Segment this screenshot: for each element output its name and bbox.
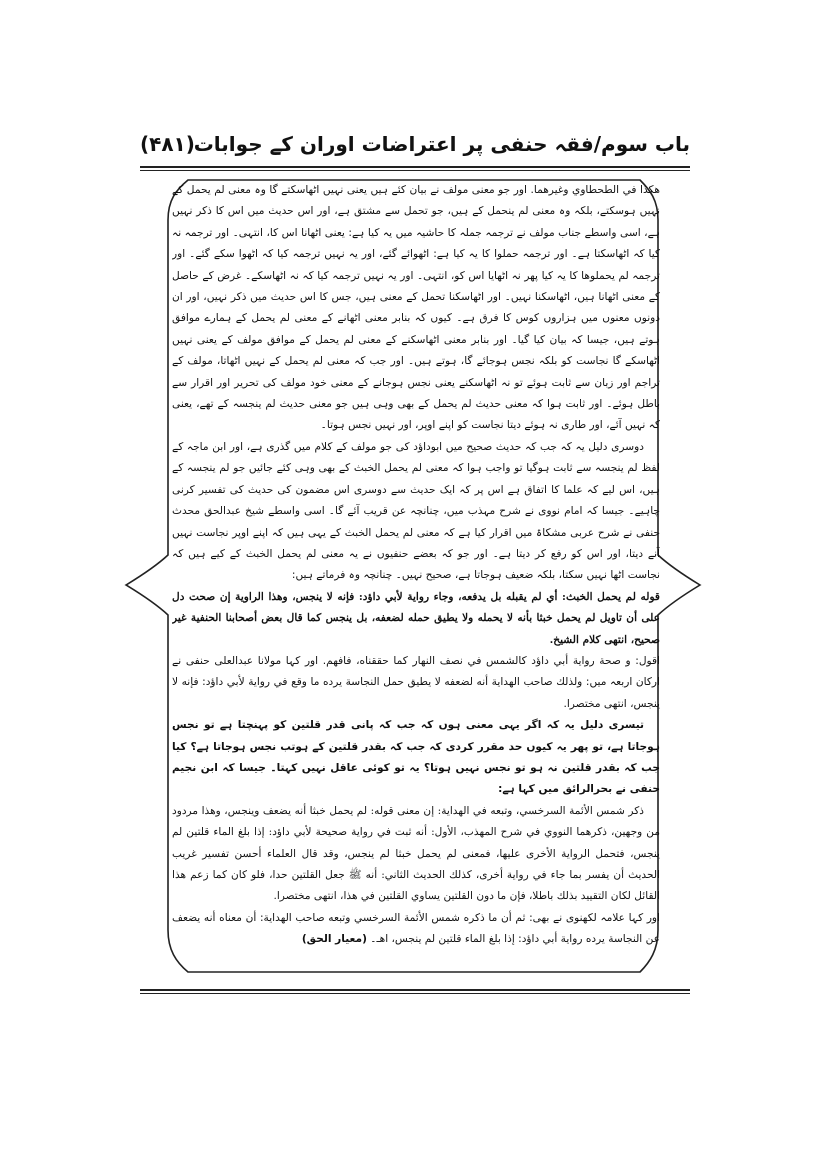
paragraph-4: تیسری دلیل یہ کہ اگر یہی معنی ہوں کہ جب کہ پانی قدر قلتین کو پہنچتا ہے تو نجس ہوجاتا ہے، تو پھر یہ کیوں حد مقرر کردی کہ جب کہ بقدر قلتین کے ہوتب نجس ہوجاتا ہے؟ کیا جب کہ بقدر قلتین نہ ہو تو نجس نہیں ہوتا؟ یہ تو کوئی عاقل نہیں کہتا۔ جیسا کہ ابن نجیم حنفی نے بحرالرائق میں کہا ہے: <box>172 719 660 796</box>
footer-rule-thin <box>140 993 690 994</box>
paragraph-2: دوسری دلیل یہ کہ جب کہ حدیث صحیح میں ابوداؤد کی جو مولف کے کلام میں گذری ہے، اور ابن ماجہ کے لفظ لم ینجسہ سے ثابت ہوگیا تو واجب ہوا کہ معنی لم یحمل الخبث کے بھی وہی کئے جائیں جو لم ینجسہ کے ہیں، اس لیے کہ علما کا اتفاق ہے اس پر کہ ایک حدیث سے دوسری اس مضمون کی حدیث کی تفسیر کرنی چاہیے۔ جیسا کہ امام نووی نے شرح مہذب میں، چنانچہ عن قریب آئے گا۔ اسی واسطے شیخ عبدالحق محدث حنفی نے شرح عربی مشکاۃ میں اقرار کیا ہے کہ معنی لم یحمل الخبث کے یہی ہیں کہ اپنے اوپر نجاست نہیں آنے دیتا، اور اس کو رفع کر دیتا ہے۔ اور جو کہ بعضے حنفیوں نے یہ معنی لم یحمل الخبث کے کیے ہیں کہ نجاست اٹھا نہیں سکتا، بلکہ ضعیف ہوجاتا ہے، صحیح نہیں۔ چنانچہ وہ فرماتے ہیں: <box>172 440 660 582</box>
paragraph-1: هكذا في الطحطاوي وغيرهما. اور جو معنی مولف نے بیان کئے ہیں یعنی نہیں اٹھاسکتے گا وہ معنی لم یحمل کے نہیں ہوسکتے، بلکہ وہ معنی لم ینحمل کے ہیں، جو تحمل سے مشتق ہے، اور اس حدیث میں اس کا ذکر نہیں ہے، اسی واسطے جناب مولف نے ترجمہ جملہ کا حاشیہ میں یہ کیا ہے: یعنی اٹھانا اس کا، انتہی۔ اور ترجمہ نہ کیا کہ اٹھاسکتا ہے۔ اور ترجمہ حملوا کا یہ کیا ہے: اٹھوائے گئے، اور یہ نہیں ترجمہ کیا کہ اٹھوا سکے گئے۔ اور ترجمہ لم یحملوها کا یہ کیا پھر نہ اٹھایا اس کو، انتہی۔ اور یہ نہیں ترجمہ کیا کہ نہ اٹھاسکے۔ غرض کے حاصل کے معنی اٹھانا ہیں، اٹھاسکنا نہیں۔ اور اٹھاسکنا تحمل کے معنی ہیں، جس کا اس حدیث میں ذکر نہیں، اور ان دونوں معنوں میں ہزاروں کوس کا فرق ہے۔ کیوں کہ بنابر معنی اٹھانے کے معنی لم یحمل کے ہمارے موافق ہوتے ہیں، جیسا کہ بیان کیا گیا۔ اور بنابر معنی اٹھاسکنے کے معنی لم یحمل کے موافق مولف کے یعنی نہیں اٹھاسکے گا نجاست کو بلکہ نجس ہوجائے گا، ہوتے ہیں۔ اور جب کہ معنی لم یحمل کے نہیں اٹھاتا، مولف کے تراجم اور زبان سے ثابت ہوئے تو نہ اٹھاسکنے یعنی نجس ہوجانے کے معنی خود مولف کی تحریر اور اقرار سے باطل ہوئے۔ اور ثابت ہوا کہ معنی حدیث لم یحمل کے بھی وہی ہیں جو معنی حدیث لم ینجسہ کے تھے، یعنی کہ نہیں آئے، اور طاری نہ ہوئے دیتا نجاست کو اپنے اوپر، اور نہیں نجس ہوتا۔ <box>172 184 660 432</box>
paragraph-6-text: اور کہا علامہ لکھنوی نے بھی: ثم أن ما ذكره شمس الأئمة السرخسي وتبعه صاحب الهداية: أن معناه أنه يضعف عن النجاسة يرده رواية أبي داؤد: إذا بلغ الماء قلتين لم ينجس، اهـ۔ <box>172 911 660 946</box>
source-citation: (معیار الحق) <box>301 933 367 946</box>
paragraph-3: اقول: و صحة رواية أبي داؤد كالشمس في نصف النهار كما حققناه، فافهم. اور کہا مولانا عبدالعلی حنفی نے ارکان اربعہ میں: ولذلك صاحب الهداية أنه لضعفه لا يطيق حمل النجاسة يرده ما وقع في رواية لأبي داؤد: فإنه لا ينجس، انتهى مختصرا. <box>172 654 660 710</box>
paragraph-6 <box>172 908 660 951</box>
body-text <box>172 180 660 970</box>
quote-bahr: ذكر شمس الأئمة السرخسي، وتبعه في الهداية: إن معنى قوله: لم يحمل خبثا أنه يضعف وينجس، وهذا مردود من وجهين، ذكرهما النووي في شرح المهذب، الأول: أنه ثبت في رواية صحيحة لأبي داؤد: إذا بلغ الماء قلتين لم ينجس، فتحمل الرواية الأخرى عليها، فمعنى لم يحمل خبثا لم ينجس، وقد قال العلماء أحسن تفسير غريب الحديث أن يفسر بما جاء في رواية أخرى، كذلك الحديث الثاني: أنه ﷺ جعل القلتين حدا، فلو كان كما زعم هذا القائل لكان التقييد بذلك باطلا، فإن ما دون القلتين يساوي القلتين في هذا، انتهى مختصرا. <box>172 804 660 903</box>
running-title: باب سوم/فقہ حنفی پر اعتراضات اوران کے جوابات <box>193 132 690 156</box>
page-number: (۴۸۱) <box>140 132 195 156</box>
quote-shaikh: قوله لم يحمل الخبث: أي لم يقبله بل يدفعه، وجاء رواية لأبي داؤد: فإنه لا ينجس، وهذا الراوية إن صحت دل على أن تاويل لم يحمل خبثا بأنه لا يحمله ولا يطيق حمله لضعفه، بل ينجس كما قال بعض أصحابنا الحنفية غير صحيح، انتهى كلام الشيخ. <box>172 590 660 646</box>
footer-rule-thick <box>140 989 690 991</box>
